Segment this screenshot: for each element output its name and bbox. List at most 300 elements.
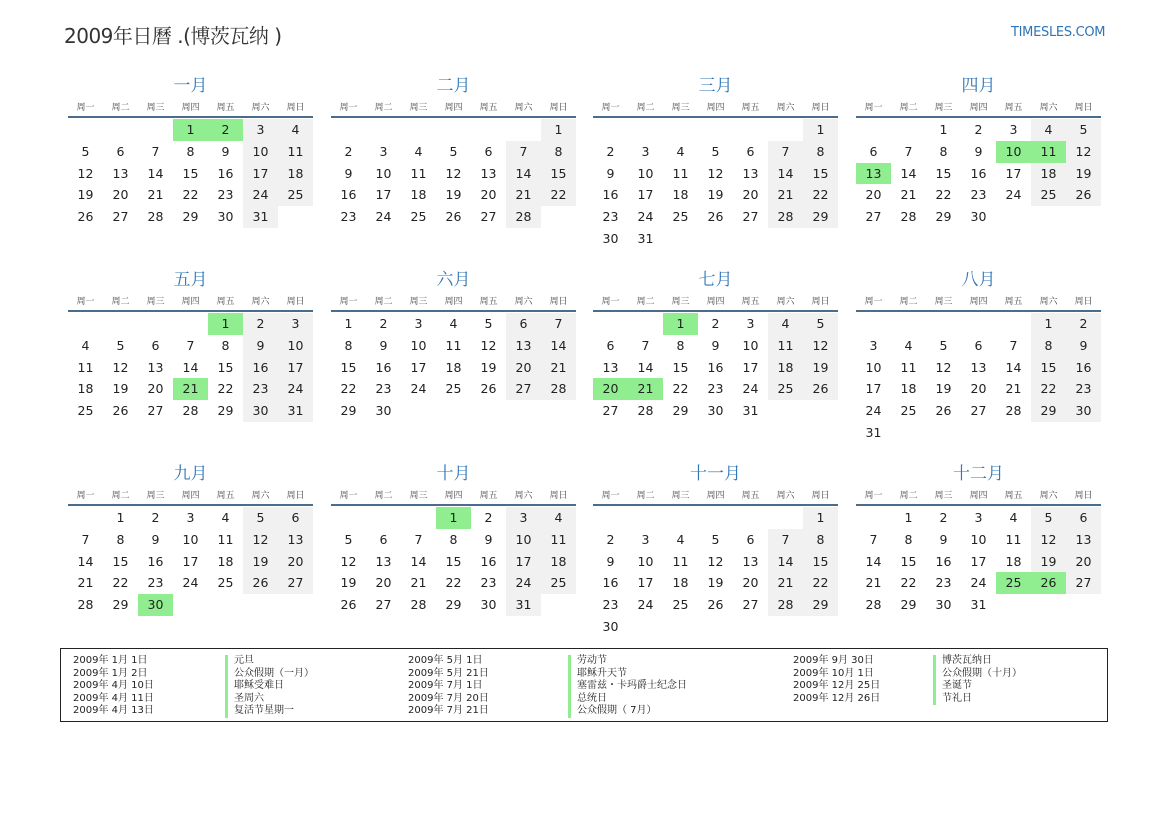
- day-cell: 7: [768, 141, 803, 163]
- empty-cell: [173, 313, 208, 335]
- empty-cell: [593, 313, 628, 335]
- day-cell: 14: [768, 163, 803, 185]
- day-cell: 23: [375, 381, 392, 397]
- day-cell: 30: [480, 597, 497, 613]
- day-cell: 21: [77, 575, 94, 591]
- month-block: [331, 74, 576, 228]
- day-cell: 5: [116, 337, 125, 353]
- day-cell: 22: [900, 575, 917, 591]
- weekday-label: 周二: [899, 102, 918, 113]
- weekday-header: [68, 486, 313, 502]
- day-cell: 10: [375, 165, 392, 181]
- legend-dates-col-3: [793, 655, 880, 705]
- day-cell: 29: [182, 209, 199, 225]
- legend-date: 2009年 9月 30日: [793, 655, 874, 666]
- day-cell: 9: [151, 531, 160, 547]
- day-cell: 4: [768, 313, 803, 335]
- day-cell: 28: [541, 378, 576, 400]
- day-cell: 4: [904, 337, 913, 353]
- day-cell: 19: [77, 187, 94, 203]
- day-cell: 2: [151, 510, 160, 525]
- day-cell: 19: [480, 359, 497, 375]
- day-cell: 17: [970, 553, 987, 569]
- day-cell: 10: [182, 531, 199, 547]
- day-cell: 23: [935, 575, 952, 591]
- day-cell: 12: [1031, 529, 1066, 551]
- empty-cell: [628, 119, 663, 141]
- day-cell: 6: [606, 337, 615, 353]
- day-cell: 10: [278, 335, 313, 357]
- month-title: 四月: [961, 76, 996, 96]
- month-title: 一月: [173, 76, 208, 96]
- day-cell: 19: [243, 551, 278, 573]
- weekday-label: 周五: [479, 296, 498, 307]
- legend-holiday-name: 总统日: [577, 692, 607, 704]
- weekday-label: 周一: [601, 490, 620, 501]
- day-cell: 22: [672, 381, 689, 397]
- empty-cell: [768, 507, 803, 529]
- day-cell: 5: [449, 143, 458, 159]
- day-cell: 2: [606, 531, 615, 547]
- site-link[interactable]: TIMESLES.COM: [1011, 25, 1106, 40]
- weekday-label: 周三: [409, 102, 428, 113]
- day-cell: 15: [803, 163, 838, 185]
- weekday-label: 周六: [1039, 490, 1058, 501]
- day-cell: 12: [243, 529, 278, 551]
- legend-holiday-name: 公众假期（十月）: [942, 667, 1022, 679]
- day-cell: 29: [672, 403, 689, 419]
- weekday-label: 周五: [1004, 102, 1023, 113]
- day-cell: 28: [410, 597, 427, 613]
- empty-cell: [996, 313, 1031, 335]
- empty-cell: [401, 507, 436, 529]
- month-block: [856, 268, 1101, 444]
- empty-cell: [401, 119, 436, 141]
- day-grid: [856, 313, 1101, 444]
- day-cell: 8: [803, 141, 838, 163]
- weekday-header: [331, 98, 576, 114]
- month-title: 八月: [961, 270, 996, 290]
- day-cell: 24: [1005, 187, 1022, 203]
- weekday-label: 周日: [811, 296, 830, 307]
- day-cell: 5: [1031, 507, 1066, 529]
- day-cell: 23: [1066, 378, 1101, 400]
- day-cell: 11: [672, 553, 689, 569]
- holiday-day-cell: 1: [663, 313, 698, 335]
- weekday-label: 周四: [969, 490, 988, 501]
- weekday-label: 周一: [76, 296, 95, 307]
- day-cell: 26: [707, 209, 724, 225]
- day-cell: 21: [768, 572, 803, 594]
- day-cell: 11: [445, 337, 462, 353]
- day-cell: 23: [970, 187, 987, 203]
- weekday-label: 周六: [514, 490, 533, 501]
- day-cell: 26: [243, 572, 278, 594]
- day-cell: 21: [1005, 381, 1022, 397]
- day-cell: 7: [904, 143, 913, 159]
- day-cell: 3: [746, 316, 755, 331]
- day-cell: 27: [742, 597, 759, 613]
- day-cell: 10: [637, 165, 654, 181]
- day-cell: 17: [637, 187, 654, 203]
- day-cell: 23: [147, 575, 164, 591]
- day-cell: 29: [900, 597, 917, 613]
- day-cell: 17: [410, 359, 427, 375]
- day-cell: 30: [970, 209, 987, 225]
- day-cell: 17: [865, 381, 882, 397]
- day-cell: 7: [768, 529, 803, 551]
- day-cell: 26: [803, 378, 838, 400]
- day-cell: 8: [221, 337, 230, 353]
- day-cell: 6: [151, 337, 160, 353]
- day-cell: 22: [803, 572, 838, 594]
- day-cell: 23: [340, 209, 357, 225]
- day-cell: 5: [939, 337, 948, 353]
- empty-cell: [663, 507, 698, 529]
- day-cell: 19: [935, 381, 952, 397]
- day-cell: 19: [445, 187, 462, 203]
- day-cell: 27: [375, 597, 392, 613]
- day-cell: 10: [742, 337, 759, 353]
- empty-cell: [593, 507, 628, 529]
- header-divider: [68, 504, 313, 506]
- day-cell: 6: [869, 143, 878, 159]
- day-cell: 14: [768, 551, 803, 573]
- empty-cell: [926, 313, 961, 335]
- weekday-header: [593, 98, 838, 114]
- day-cell: 13: [1066, 529, 1101, 551]
- day-cell: 3: [641, 531, 650, 547]
- day-cell: 16: [217, 165, 234, 181]
- day-cell: 3: [379, 143, 388, 159]
- day-cell: 16: [935, 553, 952, 569]
- day-cell: 14: [1005, 359, 1022, 375]
- day-cell: 18: [410, 187, 427, 203]
- weekday-label: 周五: [479, 102, 498, 113]
- weekday-header: [593, 486, 838, 502]
- weekday-header: [593, 292, 838, 308]
- day-cell: 27: [278, 572, 313, 594]
- empty-cell: [856, 507, 891, 529]
- empty-cell: [138, 313, 173, 335]
- day-cell: 9: [606, 165, 615, 181]
- weekday-label: 周四: [444, 296, 463, 307]
- day-cell: 16: [602, 575, 619, 591]
- day-cell: 17: [506, 551, 541, 573]
- day-grid: [593, 119, 838, 250]
- day-cell: 4: [541, 507, 576, 529]
- day-cell: 24: [742, 381, 759, 397]
- day-cell: 12: [77, 165, 94, 181]
- day-cell: 14: [865, 553, 882, 569]
- day-cell: 28: [77, 597, 94, 613]
- day-cell: 3: [506, 507, 541, 529]
- day-cell: 15: [935, 165, 952, 181]
- weekday-label: 周一: [76, 102, 95, 113]
- legend-date: 2009年 7月 21日: [408, 705, 489, 716]
- day-cell: 16: [147, 553, 164, 569]
- day-cell: 29: [1031, 400, 1066, 422]
- header-divider: [593, 504, 838, 506]
- day-cell: 1: [116, 510, 125, 525]
- month-title: 六月: [436, 270, 471, 290]
- day-cell: 22: [112, 575, 129, 591]
- weekday-label: 周日: [286, 490, 305, 501]
- day-cell: 24: [410, 381, 427, 397]
- empty-cell: [628, 507, 663, 529]
- weekday-label: 周三: [409, 296, 428, 307]
- empty-cell: [698, 507, 733, 529]
- day-cell: 17: [182, 553, 199, 569]
- day-cell: 9: [243, 335, 278, 357]
- day-cell: 5: [1066, 119, 1101, 141]
- weekday-label: 周一: [76, 490, 95, 501]
- weekday-header: [68, 292, 313, 308]
- day-cell: 2: [484, 510, 493, 525]
- weekday-label: 周六: [514, 296, 533, 307]
- legend-holiday-name: 圣周六: [234, 692, 264, 704]
- day-cell: 31: [742, 403, 759, 419]
- day-cell: 30: [935, 597, 952, 613]
- day-cell: 24: [375, 209, 392, 225]
- empty-cell: [436, 119, 471, 141]
- day-grid: [331, 507, 576, 616]
- day-cell: 12: [445, 165, 462, 181]
- legend-holiday-name: 圣诞节: [942, 680, 972, 691]
- legend-date: 2009年 4月 13日: [73, 705, 154, 716]
- day-cell: 20: [742, 187, 759, 203]
- day-cell: 11: [672, 165, 689, 181]
- weekday-label: 周日: [286, 102, 305, 113]
- legend-holiday-name: 公众假期（ 7月）: [577, 705, 657, 716]
- day-grid: [331, 313, 576, 422]
- day-cell: 18: [278, 163, 313, 185]
- day-cell: 6: [974, 337, 983, 353]
- legend-date: 2009年 7月 20日: [408, 692, 489, 704]
- weekday-label: 周二: [111, 296, 130, 307]
- empty-cell: [68, 313, 103, 335]
- day-cell: 20: [480, 187, 497, 203]
- weekday-label: 周四: [969, 296, 988, 307]
- day-cell: 11: [217, 531, 234, 547]
- weekday-label: 周三: [671, 296, 690, 307]
- legend-date: 2009年 12月 25日: [793, 680, 881, 691]
- day-cell: 9: [379, 337, 388, 353]
- day-cell: 18: [900, 381, 917, 397]
- weekday-label: 周三: [146, 296, 165, 307]
- day-cell: 28: [182, 403, 199, 419]
- day-cell: 9: [484, 531, 493, 547]
- day-cell: 6: [379, 531, 388, 547]
- day-cell: 10: [243, 141, 278, 163]
- empty-cell: [891, 119, 926, 141]
- day-cell: 18: [445, 359, 462, 375]
- day-cell: 26: [445, 209, 462, 225]
- day-cell: 23: [602, 209, 619, 225]
- day-cell: 19: [707, 575, 724, 591]
- day-cell: 18: [541, 551, 576, 573]
- day-cell: 24: [182, 575, 199, 591]
- legend-date: 2009年 5月 21日: [408, 667, 489, 679]
- day-cell: 12: [707, 553, 724, 569]
- weekday-label: 周五: [216, 102, 235, 113]
- weekday-label: 周一: [601, 296, 620, 307]
- empty-cell: [331, 507, 366, 529]
- day-cell: 26: [112, 403, 129, 419]
- day-cell: 5: [803, 313, 838, 335]
- legend-holiday-name: 博茨瓦纳日: [942, 655, 992, 666]
- weekday-label: 周五: [1004, 490, 1023, 501]
- day-cell: 1: [541, 119, 576, 141]
- day-cell: 31: [506, 594, 541, 616]
- legend-holiday-name: 公众假期（一月）: [234, 667, 314, 679]
- day-cell: 10: [970, 531, 987, 547]
- day-cell: 14: [182, 359, 199, 375]
- day-cell: 18: [1031, 163, 1066, 185]
- day-cell: 20: [375, 575, 392, 591]
- day-grid: [856, 507, 1101, 616]
- day-cell: 30: [375, 403, 392, 419]
- legend-date: 2009年 1月 2日: [73, 667, 148, 679]
- month-block: [856, 74, 1101, 228]
- day-cell: 9: [606, 553, 615, 569]
- day-cell: 19: [1066, 163, 1101, 185]
- weekday-label: 周日: [549, 490, 568, 501]
- day-cell: 11: [77, 359, 94, 375]
- header-divider: [593, 310, 838, 312]
- holiday-day-cell: 13: [856, 163, 891, 185]
- weekday-label: 周五: [741, 296, 760, 307]
- header-divider: [68, 116, 313, 118]
- day-cell: 27: [865, 209, 882, 225]
- day-cell: 18: [217, 553, 234, 569]
- legend-holiday-name: 复活节星期一: [234, 705, 294, 716]
- day-cell: 25: [768, 378, 803, 400]
- day-cell: 27: [1066, 572, 1101, 594]
- holiday-day-cell: 21: [173, 378, 208, 400]
- month-title: 九月: [173, 464, 208, 484]
- day-cell: 2: [939, 510, 948, 525]
- day-cell: 23: [707, 381, 724, 397]
- day-cell: 13: [112, 165, 129, 181]
- weekday-label: 周五: [741, 490, 760, 501]
- day-cell: 1: [803, 119, 838, 141]
- day-cell: 23: [217, 187, 234, 203]
- day-cell: 13: [742, 553, 759, 569]
- day-cell: 12: [1066, 141, 1101, 163]
- legend-names-col-1: [225, 655, 314, 718]
- month-block: [593, 74, 838, 250]
- day-cell: 1: [344, 316, 353, 331]
- day-cell: 12: [803, 335, 838, 357]
- day-cell: 29: [935, 209, 952, 225]
- weekday-label: 周日: [549, 296, 568, 307]
- month-title: 十一月: [690, 464, 741, 484]
- weekday-label: 周六: [251, 102, 270, 113]
- day-cell: 30: [217, 209, 234, 225]
- holiday-legend: [60, 648, 1108, 722]
- legend-date: 2009年 5月 1日: [408, 655, 483, 666]
- day-cell: 17: [637, 575, 654, 591]
- day-cell: 2: [344, 143, 353, 159]
- day-cell: 15: [900, 553, 917, 569]
- day-cell: 22: [182, 187, 199, 203]
- weekday-header: [856, 98, 1101, 114]
- day-cell: 25: [1031, 184, 1066, 206]
- weekday-label: 周二: [374, 490, 393, 501]
- weekday-label: 周四: [444, 102, 463, 113]
- weekday-label: 周四: [706, 296, 725, 307]
- day-cell: 15: [672, 359, 689, 375]
- weekday-label: 周二: [374, 296, 393, 307]
- day-cell: 5: [711, 531, 720, 547]
- day-cell: 8: [803, 529, 838, 551]
- day-cell: 25: [410, 209, 427, 225]
- day-cell: 16: [243, 357, 278, 379]
- day-cell: 1: [904, 510, 913, 525]
- month-title: 三月: [698, 76, 733, 96]
- day-grid: [331, 119, 576, 228]
- weekday-label: 周一: [864, 490, 883, 501]
- day-cell: 8: [541, 141, 576, 163]
- day-cell: 8: [676, 337, 685, 353]
- day-cell: 20: [865, 187, 882, 203]
- weekday-label: 周五: [216, 296, 235, 307]
- day-cell: 4: [414, 143, 423, 159]
- day-cell: 15: [445, 553, 462, 569]
- weekday-label: 周六: [1039, 102, 1058, 113]
- month-title: 十月: [436, 464, 471, 484]
- legend-holiday-name: 元旦: [234, 655, 254, 666]
- day-cell: 20: [278, 551, 313, 573]
- weekday-label: 周日: [1074, 490, 1093, 501]
- weekday-label: 周四: [181, 296, 200, 307]
- day-cell: 4: [1031, 119, 1066, 141]
- empty-cell: [103, 313, 138, 335]
- day-cell: 14: [900, 165, 917, 181]
- day-cell: 2: [606, 143, 615, 159]
- day-cell: 9: [344, 165, 353, 181]
- weekday-label: 周一: [339, 102, 358, 113]
- day-cell: 24: [278, 378, 313, 400]
- month-block: [68, 462, 313, 616]
- day-grid: [68, 507, 313, 616]
- day-cell: 16: [602, 187, 619, 203]
- day-cell: 29: [112, 597, 129, 613]
- weekday-label: 周二: [636, 102, 655, 113]
- day-cell: 6: [506, 313, 541, 335]
- day-cell: 9: [221, 143, 230, 159]
- day-cell: 11: [900, 359, 917, 375]
- legend-holiday-name: 节礼日: [942, 692, 972, 704]
- holiday-day-cell: 10: [996, 141, 1031, 163]
- day-cell: 10: [865, 359, 882, 375]
- day-cell: 2: [379, 316, 388, 331]
- day-cell: 7: [541, 313, 576, 335]
- day-cell: 21: [147, 187, 164, 203]
- day-cell: 18: [768, 357, 803, 379]
- day-cell: 24: [865, 403, 882, 419]
- day-cell: 31: [243, 206, 278, 228]
- day-cell: 20: [970, 381, 987, 397]
- day-cell: 30: [707, 403, 724, 419]
- holiday-day-cell: 1: [173, 119, 208, 141]
- header-divider: [856, 116, 1101, 118]
- legend-holiday-name: 塞雷兹・卡玛爵士纪念日: [577, 680, 687, 691]
- weekday-label: 周二: [636, 296, 655, 307]
- weekday-label: 周二: [374, 102, 393, 113]
- day-cell: 16: [970, 165, 987, 181]
